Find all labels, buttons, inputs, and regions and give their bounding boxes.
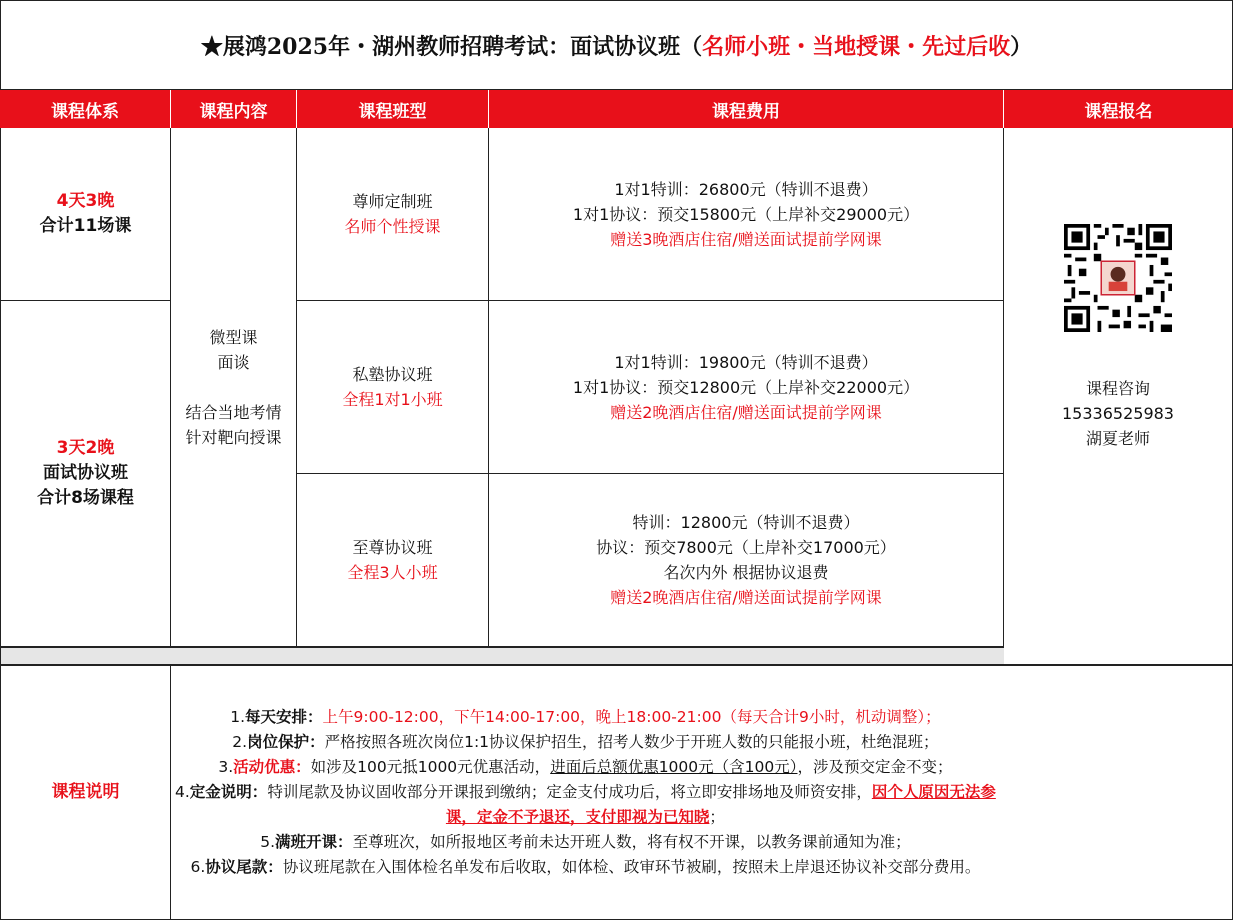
note-1: 1.每天安排：上午9:00-12:00，下午14:00-17:00，晚上18:00-21:00（每天合计9小时，机动调整）； [230,708,941,726]
class-cell-3 [297,474,489,647]
notes-label: 课程说明 [51,782,120,802]
content-cell [171,128,297,647]
content-line-1: 微型课 [209,327,258,347]
fee-1-line-1: 1对1特训：26800元（特训不退费） [614,179,878,199]
title-prefix: ★展鸿2025年・湖州教师招聘考试：面试协议班（ [200,33,703,60]
fee-cell-2 [489,301,1004,474]
class-2-sub: 全程1对1小班 [342,390,443,409]
note-3: 3.活动优惠：如涉及100元抵1000元优惠活动，进面后总额优惠1000元（含100元），涉及预交定金不变； [218,758,953,776]
fee-3-line-1: 特训：12800元（特训不退费） [632,513,860,532]
system-2-name: 面试协议班 [43,463,128,483]
spacer-row [0,647,1004,665]
system-cell-1 [0,128,171,301]
system-2-total: 合计8场课程 [37,488,134,508]
notes-label-cell [0,665,171,920]
notes-cell [171,665,1233,920]
fee-3-line-3: 名次内外 根据协议退费 [663,563,829,582]
enroll-label: 课程咨询 [1085,379,1150,398]
note-4: 4.定金说明：特训尾款及协议固收部分开课报到缴纳；定金支付成功后，将立即安排场地及师资安排，因个人原因无法参 [175,783,996,801]
system-1-total: 合计11场课 [39,216,132,236]
class-cell-2 [297,301,489,474]
enroll-phone[interactable]: 15336525983 [1062,404,1174,423]
class-1-name: 尊师定制班 [352,192,433,211]
header-class: 课程班型 [297,90,489,128]
system-1-duration: 4天3晚 [56,191,115,211]
header-system: 课程体系 [0,90,171,128]
class-cell-1 [297,128,489,301]
system-2-duration: 3天2晚 [56,438,115,458]
fee-cell-3 [489,474,1004,647]
page-title [0,0,1233,90]
class-3-sub: 全程3人小班 [347,563,438,582]
enroll-cell [1004,128,1233,665]
content-line-2: 面谈 [217,352,250,372]
class-3-name: 至尊协议班 [352,538,433,557]
notes-list [171,705,996,880]
title-highlight: 名师小班・当地授课・先过后收 [702,33,1011,60]
system-cell-2 [0,301,171,647]
class-2-name: 私塾协议班 [352,365,433,384]
header-enroll: 课程报名 [1004,90,1233,128]
fee-1-line-2: 1对1协议：预交15800元（上岸补交29000元） [572,204,920,224]
title-suffix: ） [1010,33,1033,60]
note-4-cont: 课，定金不予退还，支付即视为已知晓； [445,808,725,826]
note-6: 6.协议尾款：协议班尾款在入围体检名单发布后收取，如体检、政审环节被刷，按照未上岸退还协议补交部分费用。 [190,858,981,876]
note-5: 5.满班开课：至尊班次，如所报地区考前未达开班人数，将有权不开课，以教务课前通知为准； [260,833,911,851]
fee-2-line-2: 1对1协议：预交12800元（上岸补交22000元） [572,377,920,397]
fee-cell-1 [489,128,1004,301]
content-line-3: 结合当地考情 [185,402,282,422]
fee-3-line-2: 协议：预交7800元（上岸补交17000元） [596,538,896,557]
class-1-sub: 名师个性授课 [344,217,441,236]
header-content: 课程内容 [171,90,297,128]
enroll-teacher: 湖夏老师 [1085,429,1150,448]
note-2: 2.岗位保护：严格按照各班次岗位1:1协议保护招生，招考人数少于开班人数的只能报小班，杜绝混班； [232,733,939,751]
fee-2-gift: 赠送2晚酒店住宿/赠送面试提前学网课 [610,402,882,422]
content-line-4: 针对靶向授课 [185,427,282,447]
fee-2-line-1: 1对1特训：19800元（特训不退费） [614,352,878,372]
qr-code-icon[interactable] [1064,224,1172,332]
header-fee: 课程费用 [489,90,1004,128]
fee-1-gift: 赠送3晚酒店住宿/赠送面试提前学网课 [610,229,882,249]
fee-3-gift: 赠送2晚酒店住宿/赠送面试提前学网课 [610,588,882,607]
